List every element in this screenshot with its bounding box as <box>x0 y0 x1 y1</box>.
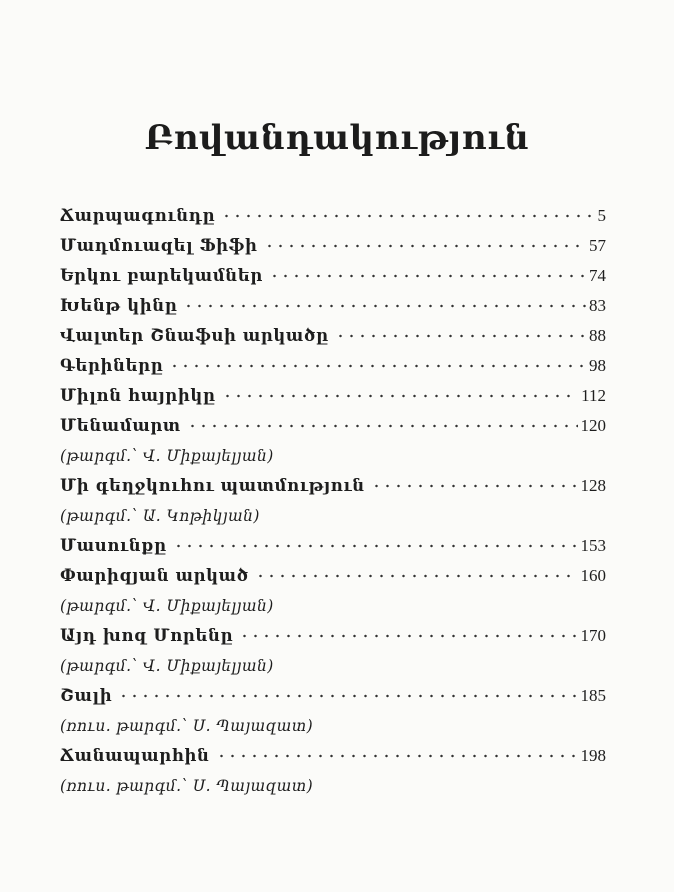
toc-entry-page: 185 <box>580 686 606 705</box>
toc-entry-page: 74 <box>589 266 606 285</box>
toc-entry-page: 170 <box>580 626 606 645</box>
dot-leader <box>269 274 586 278</box>
toc-entry-title: Շալի <box>60 686 113 705</box>
dot-leader <box>335 334 586 338</box>
toc-entry[interactable] <box>60 411 606 441</box>
dot-leader <box>169 364 586 368</box>
toc-entry-title: Փարիզյան արկած <box>60 566 249 585</box>
toc-entry-page: 112 <box>581 386 606 405</box>
toc-entry-page: 120 <box>580 416 606 435</box>
toc-entry[interactable] <box>60 621 606 651</box>
toc-entry-title: Մասունքը <box>60 536 167 555</box>
dot-leader <box>239 634 577 638</box>
dot-leader <box>216 754 578 758</box>
translator-note: (թարգմ.՝ Ա. Կոթիկյան) <box>60 507 260 525</box>
dot-leader <box>173 544 578 548</box>
toc-entry-page: 57 <box>589 236 606 255</box>
toc-entry-title: Մենամարտ <box>60 416 181 435</box>
toc-entry-page: 88 <box>589 326 606 345</box>
toc-entry-page: 198 <box>580 746 606 765</box>
dot-leader <box>222 394 579 398</box>
toc-entry[interactable] <box>60 321 606 351</box>
toc-entry[interactable] <box>60 201 606 231</box>
toc-entry[interactable] <box>60 291 606 321</box>
dot-leader <box>264 244 586 248</box>
translator-note: (թարգմ.՝ Վ. Միքայելյան) <box>60 447 274 465</box>
toc-entry-title: Գերիները <box>60 356 164 375</box>
dot-leader <box>118 694 577 698</box>
toc-entry[interactable] <box>60 381 606 411</box>
dot-leader <box>371 484 578 488</box>
toc-entry-title: Երկու բարեկամներ <box>60 266 263 285</box>
dot-leader <box>221 214 594 218</box>
page-title: Բովանդակություն <box>144 118 530 158</box>
toc-entry[interactable] <box>60 351 606 381</box>
translator-note: (ռուս. թարգմ.՝ Ս. Պայազատ) <box>60 777 314 795</box>
toc-entry[interactable] <box>60 741 606 771</box>
toc-entry-page: 160 <box>580 566 606 585</box>
dot-leader <box>255 574 578 578</box>
table-of-contents <box>60 201 606 801</box>
toc-entry-page: 5 <box>597 206 606 225</box>
translator-note: (ռուս. թարգմ.՝ Ս. Պայազատ) <box>60 717 314 735</box>
toc-entry-page: 98 <box>589 356 606 375</box>
toc-entry-title: Ճարպագունդը <box>60 206 216 225</box>
toc-entry-title: Վալտեր Շնաֆսի արկածը <box>60 326 329 345</box>
toc-entry-title: Մի գեղջկուհու պատմություն <box>60 476 365 495</box>
toc-entry-title: Մադմուազել Ֆիֆի <box>60 236 258 255</box>
toc-entry[interactable] <box>60 561 606 591</box>
toc-entry[interactable] <box>60 471 606 501</box>
toc-entry[interactable] <box>60 531 606 561</box>
toc-entry-page: 83 <box>589 296 606 315</box>
toc-entry-title: Ճանապարհին <box>60 746 210 765</box>
toc-entry-page: 128 <box>580 476 606 495</box>
translator-note: (թարգմ.՝ Վ. Միքայելյան) <box>60 597 274 615</box>
dot-leader <box>187 424 578 428</box>
toc-entry-title: Միլոն հայրիկը <box>60 386 216 405</box>
toc-entry-title: Խենթ կինը <box>60 296 178 315</box>
toc-entry[interactable] <box>60 261 606 291</box>
toc-entry-title: Այդ խոզ Մորենը <box>60 626 234 645</box>
toc-entry[interactable] <box>60 231 606 261</box>
toc-entry-page: 153 <box>580 536 606 555</box>
dot-leader <box>183 304 586 308</box>
toc-entry[interactable] <box>60 681 606 711</box>
translator-note: (թարգմ.՝ Վ. Միքայելյան) <box>60 657 274 675</box>
